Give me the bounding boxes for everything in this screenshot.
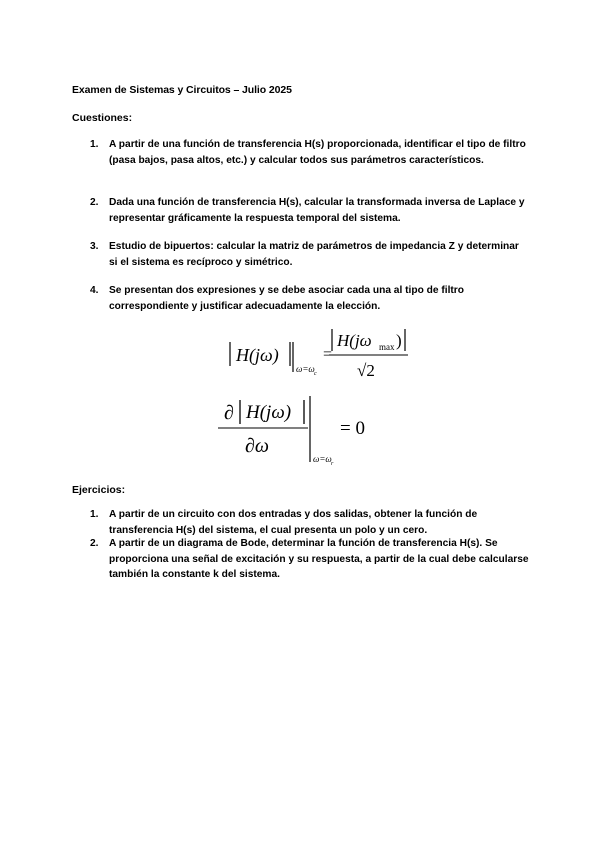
f1-num-close: ) bbox=[396, 331, 402, 350]
ejercicios-heading: Ejercicios: bbox=[72, 484, 126, 496]
f2-partial: ∂ bbox=[224, 402, 234, 424]
cuestion-item-2 bbox=[90, 195, 530, 226]
ejercicio-number: 2. bbox=[90, 538, 99, 549]
cuestion-text: A partir de una función de transferencia H(s) proporcionada, identificar el tipo de filtro (pasa bajos, pasa altos, etc.) y calcular todos sus parámetros característicos. bbox=[109, 139, 526, 166]
ejercicio-text: A partir de un circuito con dos entradas y dos salidas, obtener la función de transferencia H(s) del sistema, el cual presenta un polo y un cero. bbox=[109, 509, 478, 536]
cuestiones-heading: Cuestiones: bbox=[72, 112, 133, 124]
cuestion-text: Se presentan dos expresiones y se debe asociar cada una al tipo de filtro correspondiente y justificar adecuadamente la elección. bbox=[109, 285, 464, 312]
f1-num: H(jω bbox=[337, 331, 372, 350]
cuestion-number: 2. bbox=[90, 197, 99, 208]
f1-sub2: c bbox=[314, 371, 317, 377]
cuestion-item-4 bbox=[90, 283, 530, 314]
ejercicio-item-1 bbox=[90, 507, 530, 538]
formula-resonance bbox=[218, 396, 365, 467]
f1-sub: ω=ω bbox=[296, 364, 315, 374]
cuestion-number: 3. bbox=[90, 241, 99, 252]
f2-eq: = 0 bbox=[340, 418, 365, 439]
formula-cutoff bbox=[230, 329, 408, 380]
f1-eq: = bbox=[323, 346, 333, 363]
cuestion-item-1 bbox=[90, 137, 530, 168]
cuestion-text: Estudio de bipuertos: calcular la matriz de parámetros de impedancia Z y determinar si el sistema es recíproco y simétrico. bbox=[109, 241, 519, 268]
ejercicio-item-2 bbox=[90, 536, 530, 583]
f2-sub2: r bbox=[331, 461, 334, 467]
cuestion-text: Dada una función de transferencia H(s), calcular la transformada inversa de Laplace y representar gráficamente la respuesta temporal del sistema. bbox=[109, 197, 525, 224]
f1-num-sub: max bbox=[379, 342, 395, 352]
f2-sub: ω=ω bbox=[313, 454, 332, 464]
cuestion-number: 1. bbox=[90, 139, 99, 150]
ejercicio-number: 1. bbox=[90, 509, 99, 520]
f1-lhs: H(jω) bbox=[236, 345, 279, 365]
cuestion-number: 4. bbox=[90, 285, 99, 296]
page-title: Examen de Sistemas y Circuitos – Julio 2025 bbox=[72, 84, 292, 96]
f1-den: √2 bbox=[357, 361, 375, 380]
f2-den: ∂ω bbox=[245, 435, 270, 457]
f2-num: H(jω) bbox=[246, 402, 292, 423]
cuestion-item-3 bbox=[90, 239, 530, 270]
ejercicio-text: A partir de un diagrama de Bode, determinar la función de transferencia H(s). Se proporciona una señal de excitación y su respuesta, a partir de la cual debe calcularse también la constante k del sistema. bbox=[109, 538, 529, 580]
